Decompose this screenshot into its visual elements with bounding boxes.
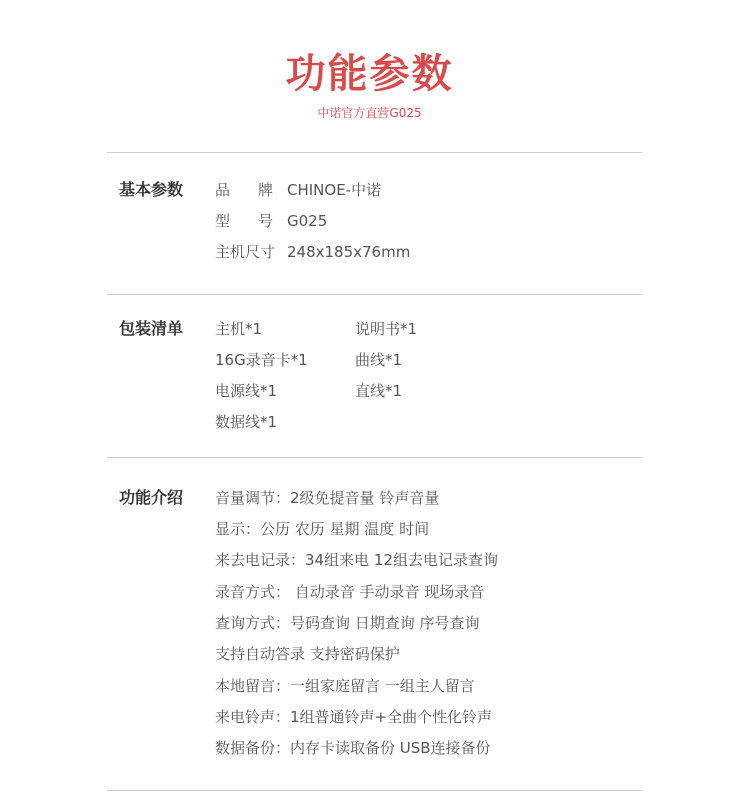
package-item: 主机*1 [215,320,263,338]
divider [107,152,642,153]
page-title: 功能参数 [285,51,454,97]
divider [107,294,642,295]
feature-line: 来电铃声：1组普通铃声+全曲个性化铃声 [215,708,493,726]
feature-line: 来去电记录：34组来电 12组去电记录查询 [215,551,498,569]
feature-line: 音量调节：2级免提音量 铃声音量 [215,489,440,507]
feature-line: 支持自动答录 支持密码保护 [215,645,400,663]
basic-brand-key-1: 品 [215,181,231,199]
page-subtitle: 中诺官方直营G025 [317,106,422,120]
package-item: 数据线*1 [215,413,278,431]
feature-line: 数据备份：内存卡读取备份 USB连接备份 [215,739,491,757]
basic-model-value: G025 [287,212,328,230]
feature-line: 录音方式： 自动录音 手动录音 现场录音 [215,583,485,601]
package-item: 直线*1 [355,382,403,400]
basic-model-key-1: 型 [215,212,231,230]
section-label-package: 包装清单 [119,319,184,338]
section-label-features: 功能介绍 [119,488,184,507]
basic-brand-value: CHINOE-中诺 [287,181,382,199]
package-item: 16G录音卡*1 [215,351,308,369]
feature-line: 查询方式：号码查询 日期查询 序号查询 [215,614,480,632]
divider [107,790,642,791]
basic-brand-key-2: 牌 [258,181,274,199]
package-item: 曲线*1 [355,351,403,369]
feature-line: 本地留言：一组家庭留言 一组主人留言 [215,677,475,695]
section-label-basic: 基本参数 [119,180,184,199]
divider [107,457,642,458]
basic-model-key-2: 号 [258,212,274,230]
package-item: 说明书*1 [355,320,418,338]
basic-brand-row [215,180,287,200]
basic-size-value: 248x185x76mm [287,243,411,261]
basic-size-key: 主机尺寸 [215,243,276,261]
feature-line: 显示：公历 农历 星期 温度 时间 [215,520,430,538]
package-item: 电源线*1 [215,382,278,400]
